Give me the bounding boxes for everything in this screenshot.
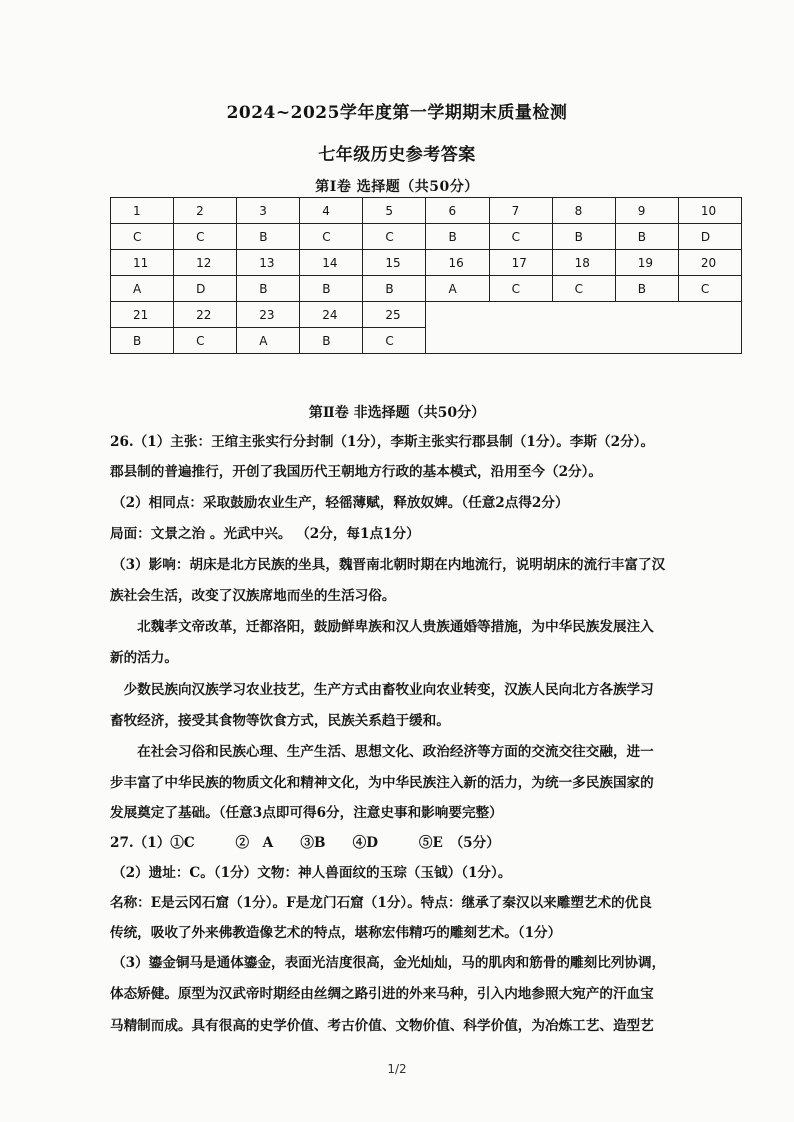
text-line: 体态矫健。原型为汉武帝时期经由丝绸之路引进的外来马种，引入内地参照大宛产的汗血宝 [110,986,654,1002]
table-cell: 12 [174,250,237,276]
text-line: 族社会生活，改变了汉族席地而坐的生活习俗。 [110,588,396,604]
table-cell: 22 [174,302,237,328]
text-line: 局面：文景之治 。光武中兴。 （2分，每1点1分） [110,526,420,542]
table-cell: 18 [552,250,615,276]
text-line: 新的活力。 [110,650,178,666]
table-cell: C [489,224,552,250]
part1-title: 第Ⅰ卷 选择题（共50分） [315,179,479,195]
table-cell: 5 [363,198,426,224]
table-cell: C [174,224,237,250]
text-line: 畜牧经济，接受其食物等饮食方式，民族关系趋于缓和。 [110,713,450,729]
table-cell: C [174,328,237,354]
table-cell: A [111,276,174,302]
table-cell: D [678,224,741,250]
table-cell: 20 [678,250,741,276]
page-number: 1/2 [387,1062,407,1076]
text-line: 步丰富了中华民族的物质文化和精神文化，为中华民族注入新的活力，为统一多民族国家的 [110,775,654,791]
text-line: 马精制而成。具有很高的史学价值、考古价值、文物价值、科学价值，为冶炼工艺、造型艺 [110,1018,654,1034]
table-cell: 13 [237,250,300,276]
text-line: 郡县制的普遍推行，开创了我国历代王朝地方行政的基本模式，沿用至今（2分）。 [110,464,603,480]
table-cell: B [237,224,300,250]
table-cell: 21 [111,302,174,328]
table-cell: B [615,224,678,250]
table-cell: C [363,224,426,250]
table-cell: C [678,276,741,302]
text-line: （2）遗址：C。（1分）文物：神人兽面纹的玉琮（玉钺）（1分）。 [112,865,512,881]
table-row [111,276,742,302]
table-cell: 24 [300,302,363,328]
table-cell: B [237,276,300,302]
table-row [111,250,742,276]
table-cell: 23 [237,302,300,328]
empty-cell [426,302,742,354]
table-cell: 16 [426,250,489,276]
table-cell: A [426,276,489,302]
table-cell: 10 [678,198,741,224]
exam-title: 2024~2025学年度第一学期期末质量检测 [226,103,568,123]
table-cell: 25 [363,302,426,328]
table-cell: B [300,276,363,302]
table-cell: C [300,224,363,250]
text-line: 27.（1）①C ② A ③B ④D ⑤E （5分） [110,835,500,851]
table-cell: 8 [552,198,615,224]
text-line: （3）鎏金铜马是通体鎏金，表面光洁度很高，金光灿灿，马的肌肉和筋骨的雕刻比列协调， [112,955,666,971]
table-cell: C [552,276,615,302]
table-cell: 2 [174,198,237,224]
text-line: （3）影响：胡床是北方民族的坐具，魏晋南北朝时期在内地流行，说明胡床的流行丰富了汉 [112,557,666,573]
table-cell: 11 [111,250,174,276]
text-line: 26.（1）主张：王绾主张实行分封制（1分），李斯主张实行郡县制（1分）。李斯（2分）。 [110,434,655,450]
table-cell: 1 [111,198,174,224]
table-cell: B [111,328,174,354]
table-cell: 17 [489,250,552,276]
table-cell: B [552,224,615,250]
text-line: 发展奠定了基础。（任意3点即可得6分，注意史事和影响要完整） [110,805,503,821]
table-cell: B [615,276,678,302]
text-line: 在社会习俗和民族心理、生产生活、思想文化、政治经济等方面的交流交往交融，进一 [110,744,654,760]
part2-title: 第Ⅱ卷 非选择题（共50分） [308,405,486,421]
subject-title: 七年级历史参考答案 [318,145,476,165]
table-cell: 3 [237,198,300,224]
table-cell: C [363,328,426,354]
table-cell: 4 [300,198,363,224]
table-row [111,224,742,250]
table-cell: 19 [615,250,678,276]
table-cell: 14 [300,250,363,276]
table-cell: 6 [426,198,489,224]
table-row [111,198,742,224]
table-cell: B [363,276,426,302]
text-line: 北魏孝文帝改革，迁都洛阳，鼓励鲜卑族和汉人贵族通婚等措施，为中华民族发展注入 [110,619,654,635]
table-cell: 7 [489,198,552,224]
table-cell: D [174,276,237,302]
table-cell: 15 [363,250,426,276]
table-cell: 9 [615,198,678,224]
text-line: 传统，吸收了外来佛教造像艺术的特点，堪称宏伟精巧的雕刻艺术。（1分） [110,925,562,941]
text-line: 名称：E是云冈石窟（1分）。F是龙门石窟（1分）。特点：继承了秦汉以来雕塑艺术的优良 [110,895,652,911]
table-cell: B [300,328,363,354]
table-cell: B [426,224,489,250]
answer-table [110,197,742,354]
table-row [111,302,742,328]
table-cell: A [237,328,300,354]
table-cell: C [111,224,174,250]
text-line: （2）相同点：采取鼓励农业生产，轻徭薄赋，释放奴婢。（任意2点得2分） [112,495,569,511]
table-cell: C [489,276,552,302]
text-line: 少数民族向汉族学习农业技艺，生产方式由畜牧业向农业转变，汉族人民向北方各族学习 [110,682,654,698]
